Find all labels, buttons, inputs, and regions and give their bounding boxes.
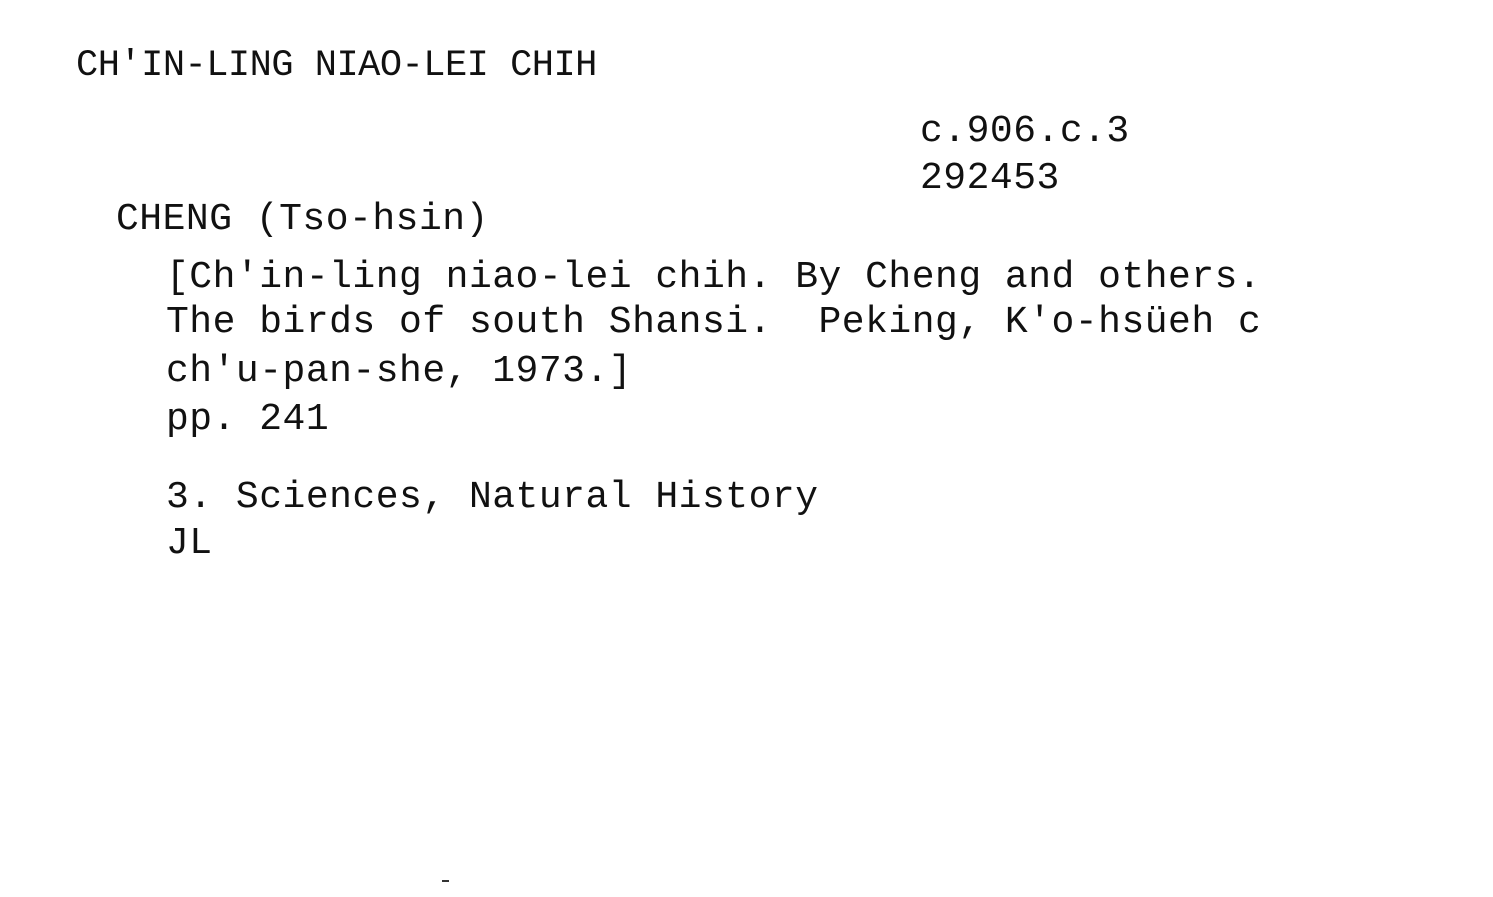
title-line-1: [Ch'in-ling niao-lei chih. By Cheng and others.: [166, 256, 1262, 299]
title-line-3: ch'u-pan-she, 1973.]: [166, 350, 633, 393]
shelfmark: c.906.c.3: [920, 110, 1130, 153]
stray-mark: [442, 880, 449, 882]
pagination: pp. 241: [166, 398, 330, 441]
accession-number: 292453: [920, 157, 1060, 200]
author-entry: CHENG (Tso-hsin): [116, 198, 489, 241]
title-line-2: The birds of south Shansi. Peking, K'o-hsüeh c: [166, 301, 1262, 344]
card-heading: CH'IN-LING NIAO-LEI CHIH: [76, 45, 597, 87]
subject-classification: 3. Sciences, Natural History: [166, 476, 819, 519]
cataloguer-initials: JL: [166, 522, 213, 565]
